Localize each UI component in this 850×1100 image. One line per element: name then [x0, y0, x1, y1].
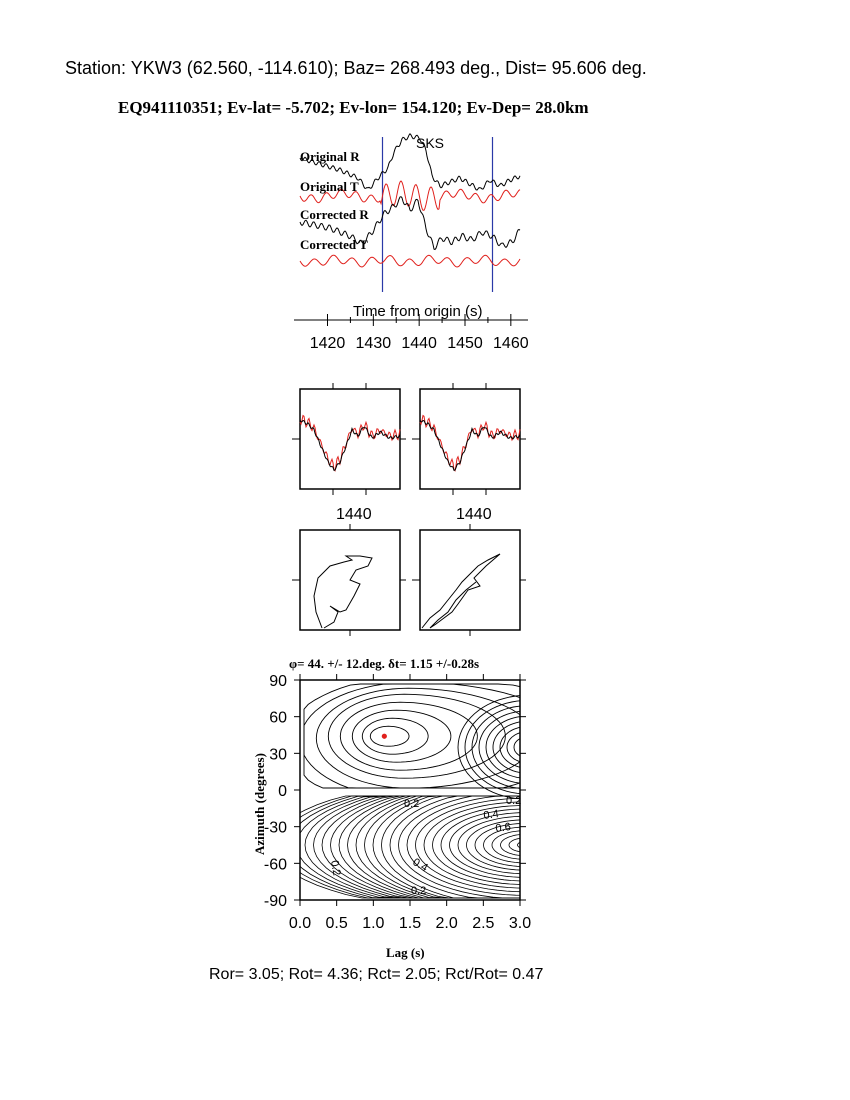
lag-tick-label: 3.0	[508, 915, 532, 932]
azimuth-axis-label: Azimuth (degrees)	[252, 753, 267, 855]
contour-label: 0.2	[404, 798, 420, 810]
waveform-panel	[294, 134, 529, 352]
lag-tick-label: 2.5	[472, 915, 495, 932]
lag-tick-label: 1.0	[362, 915, 385, 932]
best-fit-point	[382, 734, 387, 739]
error-surface-panel	[252, 656, 781, 960]
contour-label: 0.2	[328, 859, 343, 877]
contour-line	[348, 796, 705, 898]
contour-line	[373, 796, 679, 898]
time-axis-label: Time from origin (s)	[353, 303, 483, 320]
contour-line	[475, 820, 577, 866]
particle-motion-traces	[314, 554, 500, 628]
contour-line	[280, 796, 773, 898]
lag-tick-label: 0.0	[288, 915, 312, 932]
time-tick-label: 1430	[355, 335, 392, 352]
contour-line	[433, 805, 620, 884]
contour-line	[509, 838, 543, 852]
error-surface-title: φ= 44. +/- 12.deg. δt= 1.15 +/-0.28s	[289, 656, 480, 671]
overlay-tick-label-corrected: 1440	[456, 506, 492, 523]
time-tick-label: 1460	[493, 335, 529, 352]
contour-line	[479, 711, 577, 784]
contour-line	[390, 796, 662, 898]
trace-corrected-t	[300, 255, 520, 267]
contour-line	[305, 796, 747, 898]
overlay-frame-original	[300, 389, 400, 489]
contour-line	[407, 796, 645, 895]
contour-line	[501, 834, 552, 856]
contour-line	[493, 721, 563, 773]
contour-line	[521, 742, 535, 752]
particle-motion-corrected	[422, 554, 500, 628]
contour-line	[507, 732, 549, 763]
azimuth-tick-label: 90	[269, 673, 287, 690]
lag-axis-label: Lag (s)	[386, 945, 425, 960]
contour-line	[288, 796, 764, 898]
time-tick-label: 1450	[447, 335, 483, 352]
particle-motion-frame-corrected	[420, 530, 520, 630]
overlay-frame-corrected	[420, 389, 520, 489]
particle-motion-panels	[292, 524, 526, 636]
contour-label: 0.2	[411, 885, 427, 897]
contour-line	[382, 796, 671, 898]
overlay-tick-label-original: 1440	[336, 506, 372, 523]
contour-line	[316, 688, 535, 788]
overlay-traces	[300, 416, 520, 471]
contour-line	[370, 726, 409, 746]
contour-label: 0.4	[410, 856, 430, 875]
contour-lines	[271, 684, 781, 898]
azimuth-tick-label: -60	[263, 856, 287, 874]
contour-line	[416, 798, 637, 892]
trace-label-original-t: Original T	[300, 179, 359, 194]
contour-line	[339, 796, 713, 898]
contour-line	[514, 737, 542, 758]
contour-label: 0.4	[482, 807, 500, 822]
lag-tick-label: 1.5	[398, 915, 422, 932]
overlay-panels	[292, 383, 526, 523]
contour-line	[486, 716, 570, 778]
particle-motion-original	[314, 556, 372, 628]
contour-line	[450, 813, 603, 878]
trace-label-corrected-t: Corrected T	[300, 237, 368, 252]
contour-line	[352, 710, 451, 762]
contour-line	[304, 684, 571, 788]
time-tick-label: 1420	[309, 335, 346, 352]
contour-line	[322, 796, 730, 898]
contour-line	[458, 816, 594, 874]
lag-tick-label: 0.5	[325, 915, 348, 932]
contour-line	[467, 820, 586, 870]
contour-line	[465, 700, 591, 794]
trace-label-original-r: Original R	[300, 149, 360, 164]
overlay-trace-red	[420, 416, 520, 471]
azimuth-tick-label: 0	[278, 783, 287, 800]
time-tick-label: 1440	[401, 335, 437, 352]
contour-line	[500, 726, 556, 768]
contour-label: 0.2	[506, 795, 522, 807]
azimuth-tick-label: 60	[269, 709, 287, 727]
contour-line	[424, 802, 628, 888]
contour-line	[492, 831, 560, 860]
overlay-trace-red	[300, 416, 400, 471]
azimuth-tick-label: -90	[263, 893, 287, 910]
trace-label-corrected-r: Corrected R	[300, 207, 369, 222]
energy-ratios-footer: Ror= 3.05; Rot= 4.36; Rct= 2.05; Rct/Rot= 0.47	[209, 966, 544, 983]
event-info-header: EQ941110351; Ev-lat= -5.702; Ev-lon= 154.120; Ev-Dep= 28.0km	[118, 98, 589, 117]
particle-motion-ticks	[292, 524, 526, 636]
overlay-ticks	[292, 383, 526, 495]
lag-tick-label: 2.0	[435, 915, 458, 932]
azimuth-tick-label: -30	[263, 819, 287, 837]
contour-line	[328, 694, 505, 778]
window-markers	[383, 137, 493, 292]
contour-label: 0.6	[494, 820, 512, 835]
station-info-header: Station: YKW3 (62.560, -114.610); Baz= 268.493 deg., Dist= 95.606 deg.	[65, 58, 647, 78]
phase-label: SKS	[416, 135, 445, 151]
contour-line	[362, 718, 428, 754]
azimuth-tick-label: 30	[269, 746, 287, 764]
contour-line	[314, 796, 739, 898]
